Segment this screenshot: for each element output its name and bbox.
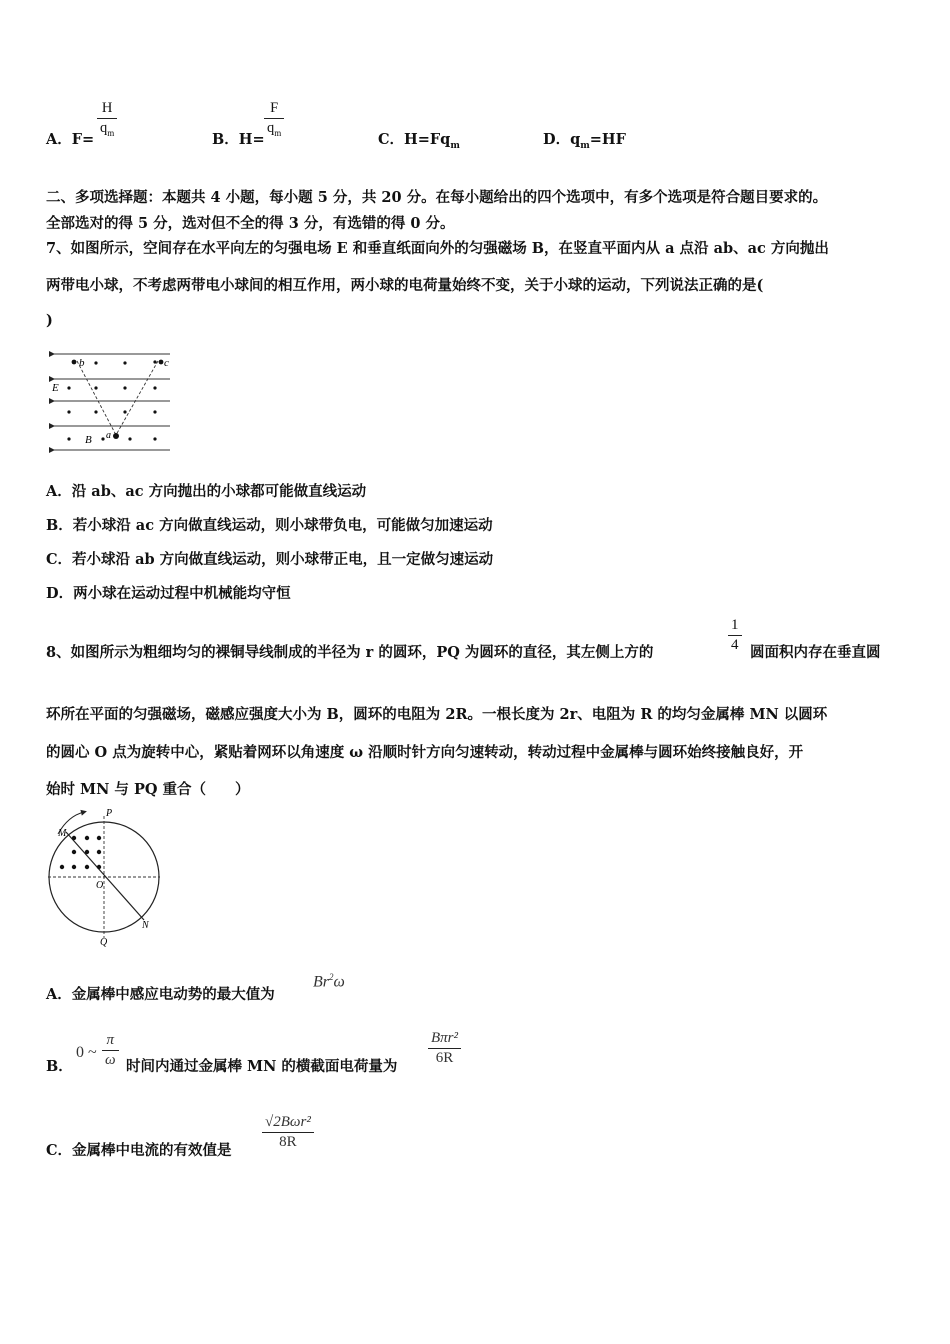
- q7-stem-line2: 两带电小球，不考虑两带电小球间的相互作用，两小球的电荷量始终不变，关于小球的运动，下列说法正确的是(: [46, 277, 764, 294]
- q7-stem-line1: 7、如图所示，空间存在水平向左的匀强电场 E 和垂直纸面向外的匀强磁场 B，在竖直平面内从 a 点沿 ab、ac 方向抛出: [46, 240, 829, 257]
- q6-option-d-sub: m: [580, 140, 590, 151]
- label-c: c: [164, 357, 169, 369]
- q7-option-c: C．若小球沿 ab 方向做直线运动，则小球带正电，且一定做匀速运动: [46, 551, 494, 568]
- q7-option-a: A．沿 ab、ac 方向抛出的小球都可能做直线运动: [46, 483, 367, 500]
- q8-option-b-text: 时间内通过金属棒 MN 的横截面电荷量为: [126, 1058, 398, 1075]
- label-b-field: B: [85, 434, 92, 446]
- label-n: N: [142, 920, 149, 931]
- q7-stem-line3: ): [46, 312, 53, 329]
- q6-option-b-denominator: q: [267, 120, 275, 136]
- q6-option-a: [46, 128, 94, 149]
- q8-option-a-formula: [313, 972, 345, 991]
- q8-option-b-label: B．: [46, 1058, 73, 1075]
- q7-field-diagram: [48, 346, 174, 454]
- label-q: Q: [100, 937, 108, 948]
- q8-option-b-range-fraction: [102, 1032, 119, 1069]
- q8-option-b-num: Bπr²: [431, 1030, 459, 1046]
- q6-option-c: [378, 128, 460, 151]
- q8-stem-line4: 始时 MN 与 PQ 重合（ ）: [46, 781, 250, 798]
- q8-option-c-num: √2Bωr²: [265, 1114, 311, 1130]
- label-b: b: [79, 357, 85, 369]
- q6-option-a-label: A．F=: [46, 131, 95, 148]
- q8-option-b-den: 6R: [428, 1048, 461, 1067]
- q8-option-a-omega: ω: [333, 973, 345, 991]
- label-p: P: [106, 808, 113, 819]
- q7-option-d: D．两小球在运动过程中机械能均守恒: [46, 585, 291, 602]
- q8-option-b-fraction: [428, 1030, 461, 1067]
- q6-option-b-numerator: F: [270, 100, 279, 116]
- q8-fraction-numerator: 1: [731, 617, 739, 633]
- q8-quarter-fraction: [728, 617, 742, 654]
- section2-line1: 二、多项选择题：本题共 4 小题，每小题 5 分，共 20 分。在每小题给出的四个选项中，有多个选项是符合题目要求的。: [46, 189, 828, 206]
- q8-option-a-br: Br: [313, 973, 329, 991]
- q8-stem-line1-post: 圆面积内存在垂直圆: [750, 644, 881, 661]
- q6-option-a-numerator: H: [101, 100, 113, 116]
- q6-option-d-label: D．q: [543, 131, 581, 148]
- trajectory-ac: [116, 361, 158, 435]
- trajectory-ab: [77, 361, 116, 435]
- q6-option-a-denominator-sub: m: [107, 127, 115, 138]
- q8-fraction-denominator: 4: [728, 635, 742, 654]
- q6-option-c-sub: m: [450, 140, 460, 151]
- q6-option-b-fraction: [264, 100, 284, 138]
- q8-option-c-fraction: [262, 1114, 314, 1151]
- q8-option-b-range: 0 ~: [76, 1044, 97, 1061]
- q8-option-a-sup: 2: [329, 972, 334, 982]
- label-m: M: [58, 828, 67, 839]
- q8-option-b-range-den: ω: [102, 1050, 119, 1069]
- q8-option-a: A．金属棒中感应电动势的最大值为: [46, 986, 275, 1003]
- q8-ring-diagram: [44, 806, 170, 948]
- q8-option-c-den: 8R: [262, 1132, 314, 1151]
- label-a: a: [106, 430, 111, 441]
- q6-option-b-denominator-sub: m: [274, 127, 282, 138]
- q8-stem-line3: 的圆心 O 点为旋转中心，紧贴着网环以角速度 ω 沿顺时针方向匀速转动，转动过程中金属棒与圆环始终接触良好，开: [46, 744, 804, 761]
- label-o: O: [96, 880, 104, 891]
- q6-option-b: [212, 128, 265, 149]
- q6-option-c-label: C．H=Fq: [378, 131, 451, 148]
- q8-stem-line1-pre: 8、如图所示为粗细均匀的裸铜导线制成的半径为 r 的圆环，PQ 为圆环的直径，其左侧上方的: [46, 644, 654, 661]
- metal-rod-mn: [66, 832, 144, 920]
- q6-option-d: [543, 128, 626, 151]
- q6-option-b-label: B．H=: [212, 131, 265, 148]
- q8-stem-line2: 环所在平面的匀强磁场，磁感应强度大小为 B，圆环的电阻为 2R。一根长度为 2r、电阻为 R 的均匀金属棒 MN 以圆环: [46, 706, 828, 723]
- q6-option-a-fraction: [97, 100, 117, 138]
- q7-option-b: B．若小球沿 ac 方向做直线运动，则小球带负电，可能做匀加速运动: [46, 517, 493, 534]
- magnetic-field-dots: [67, 360, 163, 441]
- section2-line2: 全部选对的得 5 分，选对但不全的得 3 分，有选错的得 0 分。: [46, 215, 455, 232]
- q6-option-a-denominator: q: [100, 120, 108, 136]
- q6-option-d-tail: =HF: [589, 131, 626, 148]
- q8-option-b-range-num: π: [106, 1032, 115, 1048]
- label-e: E: [52, 382, 59, 394]
- q8-option-c: C．金属棒中电流的有效值是: [46, 1142, 232, 1159]
